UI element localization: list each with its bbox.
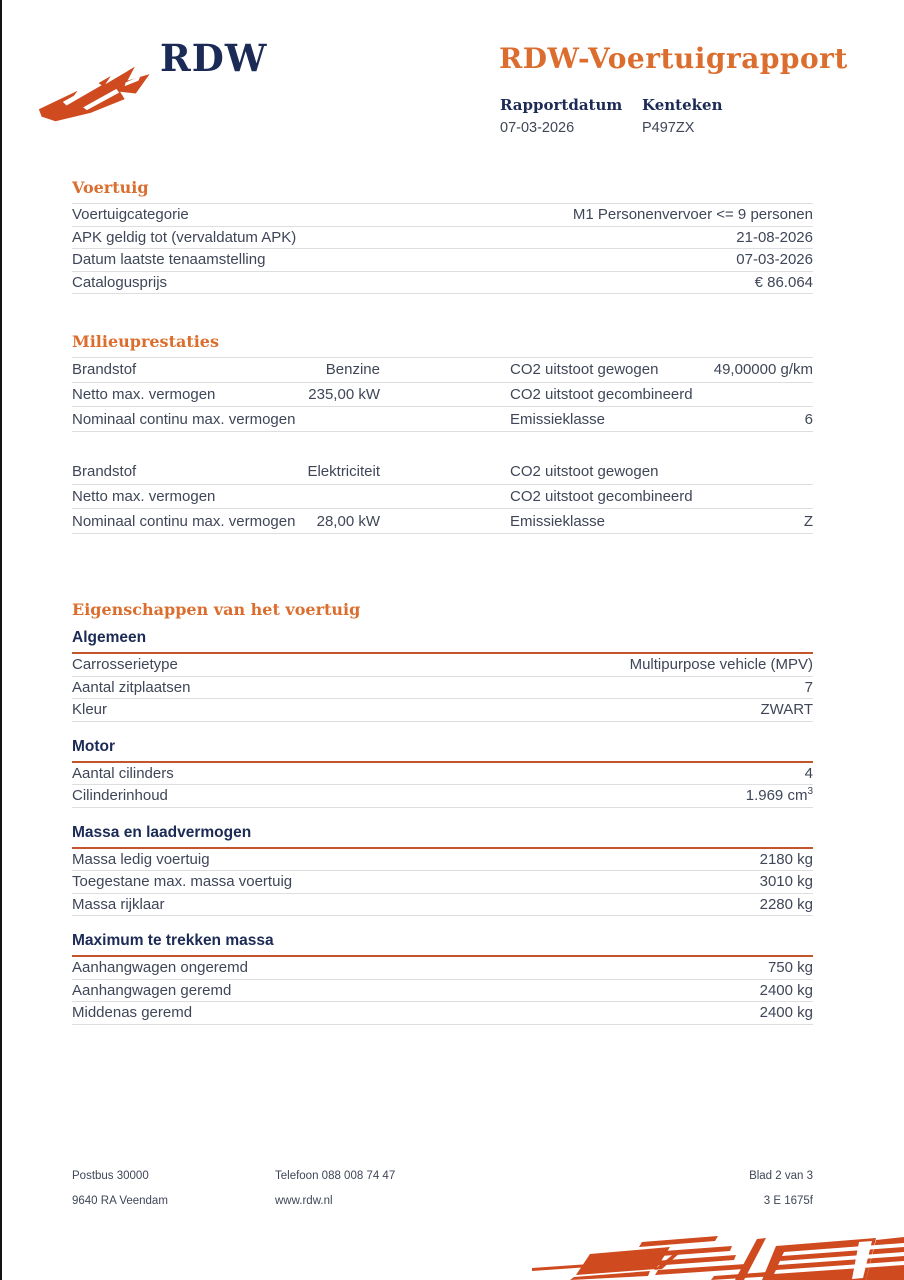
- license-plate-label: Kenteken: [642, 96, 723, 114]
- table-row: [72, 485, 813, 510]
- row-label: Carrosserietype: [72, 656, 178, 674]
- table-row: [72, 358, 813, 383]
- row-label: Netto max. vermogen: [72, 488, 216, 506]
- table-row: [72, 849, 813, 872]
- table-row: [72, 871, 813, 894]
- table-row: [72, 227, 813, 250]
- footer-postbus: Postbus 30000: [72, 1170, 149, 1182]
- row-label: Massa ledig voertuig: [72, 850, 210, 868]
- table-row: [72, 249, 813, 272]
- table-row: [72, 407, 813, 432]
- section-voertuig: [72, 178, 813, 294]
- row-label: CO2 uitstoot gewogen: [510, 361, 659, 379]
- row-label: Emissieklasse: [510, 512, 606, 530]
- row-label: Datum laatste tenaamstelling: [72, 251, 266, 269]
- row-value: 750 kg: [767, 959, 813, 977]
- massa-table: [72, 849, 813, 917]
- row-value: 3010 kg: [759, 873, 813, 891]
- row-label: Cilinderinhoud: [72, 787, 168, 805]
- row-label: Toegestane max. massa voertuig: [72, 873, 293, 891]
- row-label: Aantal zitplaatsen: [72, 678, 191, 696]
- row-value: 2400 kg: [759, 981, 813, 999]
- section-title-eigenschappen: Eigenschappen van het voertuig: [72, 600, 361, 620]
- row-value: 235,00 kW: [308, 386, 380, 404]
- row-value: 6: [804, 410, 813, 428]
- row-label: CO2 uitstoot gewogen: [510, 463, 659, 481]
- report-content: [72, 178, 813, 1025]
- row-label: Nominaal continu max. vermogen: [72, 410, 296, 428]
- row-value: ZWART: [760, 701, 813, 719]
- row-value: Z: [803, 512, 813, 530]
- algemeen-table: [72, 654, 813, 722]
- row-value: M1 Personenvervoer <= 9 personen: [572, 206, 813, 224]
- row-value: 2180 kg: [759, 850, 813, 868]
- table-row: [72, 204, 813, 227]
- footer-city: 9640 RA Veendam: [72, 1195, 168, 1207]
- footer-doc-code: 3 E 1675f: [763, 1195, 813, 1207]
- report-date-label: Rapportdatum: [500, 96, 623, 114]
- row-label: Brandstof: [72, 463, 137, 481]
- table-row: [72, 699, 813, 722]
- row-value: 4: [804, 764, 813, 782]
- table-row: [72, 957, 813, 980]
- row-value: 2280 kg: [759, 895, 813, 913]
- report-date-block: [500, 96, 640, 136]
- table-row: [72, 272, 813, 295]
- table-row: [72, 654, 813, 677]
- milieu-table-elektriciteit: [72, 460, 813, 534]
- row-label: Emissieklasse: [510, 410, 606, 428]
- row-label: Aanhangwagen ongeremd: [72, 959, 248, 977]
- table-row: [72, 894, 813, 917]
- row-label: Massa rijklaar: [72, 895, 165, 913]
- subsection-algemeen: [72, 629, 813, 722]
- milieu-table-benzine: [72, 358, 813, 432]
- row-value: 07-03-2026: [736, 251, 813, 269]
- row-value: € 86.064: [754, 273, 813, 291]
- subsection-title-algemeen: Algemeen: [72, 629, 813, 654]
- page-title: RDW-Voertuigrapport: [499, 42, 848, 75]
- row-value: Elektriciteit: [307, 463, 380, 481]
- section-eigenschappen: [72, 600, 813, 1025]
- rdw-feather-logo-icon: [34, 52, 160, 124]
- footer-phone: Telefoon 088 008 74 47: [275, 1170, 396, 1182]
- license-plate-block: [642, 96, 782, 136]
- section-title-voertuig: Voertuig: [72, 178, 813, 204]
- page-edge-line: [0, 0, 2, 1280]
- subsection-massa: [72, 824, 813, 917]
- footer-page-number: Blad 2 van 3: [749, 1170, 813, 1182]
- table-row: [72, 763, 813, 786]
- voertuig-table: [72, 204, 813, 294]
- table-row: [72, 460, 813, 485]
- row-label: Voertuigcategorie: [72, 206, 189, 224]
- row-label: Middenas geremd: [72, 1004, 193, 1022]
- row-label: Aanhangwagen geremd: [72, 981, 232, 999]
- trekken-table: [72, 957, 813, 1025]
- row-value: 2400 kg: [759, 1004, 813, 1022]
- subsection-trekken-massa: [72, 932, 813, 1025]
- row-value: Multipurpose vehicle (MPV): [629, 656, 813, 674]
- license-plate-value: P497ZX: [642, 120, 695, 136]
- row-value: 1.969 $cm^3$: [745, 786, 813, 805]
- row-label: CO2 uitstoot gecombineerd: [510, 386, 693, 404]
- footer-website: www.rdw.nl: [275, 1195, 333, 1207]
- row-label: CO2 uitstoot gecombineerd: [510, 488, 693, 506]
- row-label: Aantal cilinders: [72, 764, 174, 782]
- rdw-logo-text: RDW: [160, 36, 268, 80]
- speed-stripes-graphic: [504, 1232, 904, 1280]
- section-title-milieuprestaties: Milieuprestaties: [72, 332, 813, 358]
- page-footer: [72, 1170, 813, 1220]
- subsection-title-massa: Massa en laadvermogen: [72, 824, 813, 849]
- motor-table: [72, 763, 813, 808]
- table-row: [72, 509, 813, 534]
- row-label: Kleur: [72, 701, 108, 719]
- row-value: Benzine: [325, 361, 380, 379]
- subsection-title-motor: Motor: [72, 738, 813, 763]
- section-milieuprestaties: [72, 332, 813, 534]
- table-row: [72, 383, 813, 408]
- row-value: 28,00 kW: [316, 512, 380, 530]
- report-meta: [500, 96, 782, 136]
- row-label: Catalogusprijs: [72, 273, 168, 291]
- row-label: Netto max. vermogen: [72, 386, 216, 404]
- row-value: 21-08-2026: [736, 228, 813, 246]
- table-row: [72, 980, 813, 1003]
- row-label: Brandstof: [72, 361, 137, 379]
- table-row: [72, 677, 813, 700]
- table-row: [72, 1002, 813, 1025]
- row-label: APK geldig tot (vervaldatum APK): [72, 228, 297, 246]
- row-label: Nominaal continu max. vermogen: [72, 512, 296, 530]
- report-date-value: 07-03-2026: [500, 120, 575, 136]
- table-row: [72, 785, 813, 808]
- subsection-motor: [72, 738, 813, 808]
- row-value: 49,00000 g/km: [713, 361, 813, 379]
- row-value: 7: [804, 678, 813, 696]
- subsection-title-trekken-massa: Maximum te trekken massa: [72, 932, 813, 957]
